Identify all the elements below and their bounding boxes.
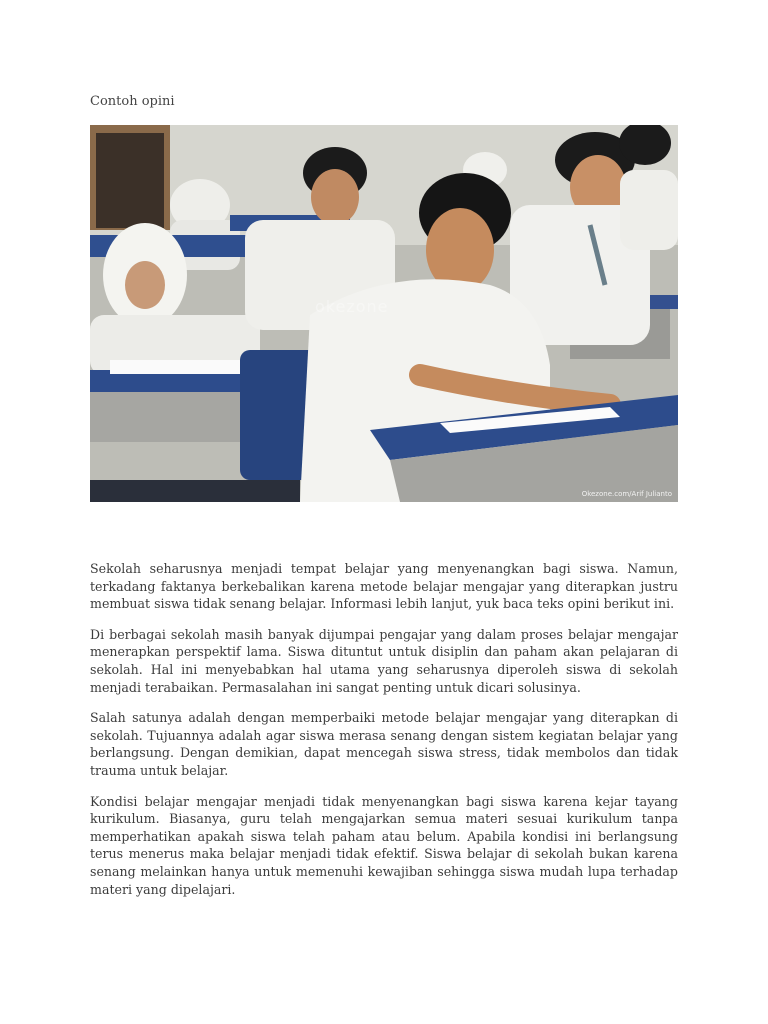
classroom-exam-photo <box>90 125 678 502</box>
paragraph: Salah satunya adalah dengan memperbaiki metode belajar mengajar yang diterapkan di sekolah. Tujuannya adalah agar siswa merasa senang dengan sistem kegiatan belajar yang berlangsung. Dengan demikian, dapat mencegah siswa stress, tidak membolos dan tidak trauma untuk belajar. <box>90 710 678 778</box>
paragraph: Di berbagai sekolah masih banyak dijumpai pengajar yang dalam proses belajar mengajar menerapkan perspektif lama. Siswa dituntut untuk disiplin dan paham akan pelajaran di sekolah. Hal ini menyebabkan hal utama yang seharusnya diperoleh siswa di sekolah menjadi terabaikan. Permasalahan ini sangat penting untuk dicari solusinya. <box>90 626 678 695</box>
paragraph: Kondisi belajar mengajar menjadi tidak menyenangkan bagi siswa karena kejar tayang kurikulum. Biasanya, guru telah mengajarkan semua materi sesuai kurikulum tanpa memperhatikan apakah siswa telah paham atau belum. Apabila kondisi ini berlangsung terus menerus maka belajar menjadi tidak efektif. Siswa belajar di sekolah bukan karena senang melainkan hanya untuk memenuhi kewajiban sehingga siswa mudah lupa terhadap materi yang dipelajari. <box>90 793 678 897</box>
paragraph: Sekolah seharusnya menjadi tempat belajar yang menyenangkan bagi siswa. Namun, terkadang faktanya berkebalikan karena metode belajar mengajar yang diterapkan justru membuat siswa tidak senang belajar. Informasi lebih lanjut, yuk baca teks opini berikut ini. <box>90 561 678 612</box>
photo-credit: Okezone.com/Arif Julianto <box>581 490 672 498</box>
photo-watermark: okezone <box>315 297 389 316</box>
article-body <box>90 560 678 911</box>
page-title: Contoh opini <box>90 94 175 109</box>
